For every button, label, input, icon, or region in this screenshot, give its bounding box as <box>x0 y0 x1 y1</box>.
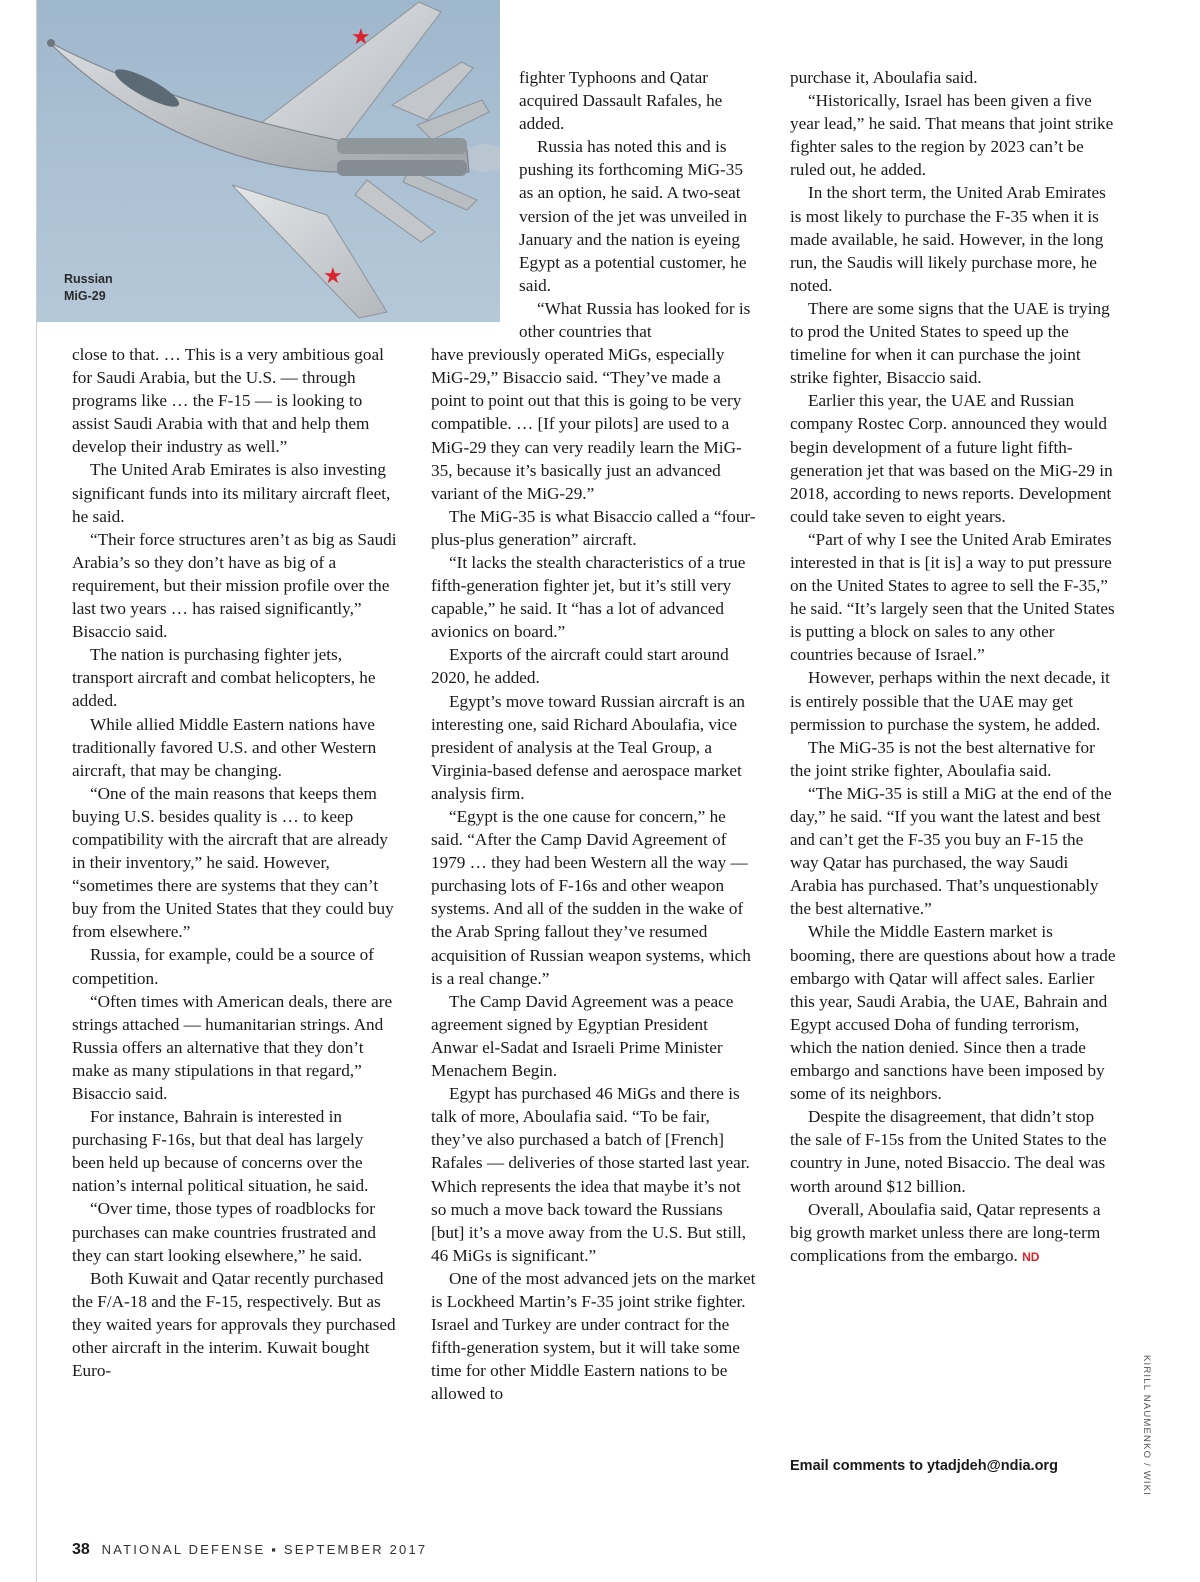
photo-credit: KIRILL NAUMENKO / WIKI <box>1141 1355 1152 1497</box>
paragraph: While allied Middle Eastern nations have traditionally favored U.S. and other Western aircraft, that may be changing. <box>72 714 377 780</box>
paragraph: One of the most advanced jets on the market is Lockheed Martin’s F-35 joint strike fighter. Israel and Turkey are under contract for the fifth-generation system, but it will take some time for other Middle Eastern nations to be allowed to <box>431 1268 756 1404</box>
photo-caption <box>64 271 113 305</box>
paragraph: “The MiG-35 is still a MiG at the end of the day,” he said. “If you want the latest and best and can’t get the F-35 you buy an F-15 the way Qatar has purchased, the way Saudi Arabia has purchased. That’s unquestionably the best alternative.” <box>790 783 1112 919</box>
paragraph: The MiG-35 is not the best alternative for the joint strike fighter, Aboulafia said. <box>790 737 1095 780</box>
paragraph: Earlier this year, the UAE and Russian company Rostec Corp. announced they would begin development of a future light fifth-generation jet that was based on the MiG-29 in 2018, according to news reports. Development could take seven to eight years. <box>790 391 1113 526</box>
page-footer <box>72 1541 427 1559</box>
paragraph: “Historically, Israel has been given a five year lead,” he said. That means that joint strike fighter sales to the region by 2023 can’t be ruled out, he added. <box>790 91 1114 180</box>
paragraph: close to that. … This is a very ambitious goal for Saudi Arabia, but the U.S. — through programs like … the F-15 — is looking to assist Saudi Arabia with that and help them develop their industry as well.” <box>72 345 384 457</box>
column-2-narrow-section <box>519 66 757 343</box>
paragraph: “Their force structures aren’t as big as Saudi Arabia’s so they don’t have as big of a requirement, but their mission profile over the last two years … has raised significantly,” Bisaccio said. <box>72 529 397 642</box>
paragraph: There are some signs that the UAE is trying to prod the United States to speed up the timeline for when it can purchase the joint strike fighter, Bisaccio said. <box>790 298 1110 388</box>
publication-name: NATIONAL DEFENSE <box>101 1542 266 1557</box>
final-paragraph-text: Overall, Aboulafia said, Qatar represents a big growth market unless there are long-term complications from the embargo. <box>790 1199 1101 1265</box>
footer-separator: ▪ <box>271 1542 279 1557</box>
paragraph: fighter Typhoons and Qatar acquired Dassault Rafales, he added. <box>519 68 723 134</box>
paragraph: For instance, Bahrain is interested in purchasing F-16s, but that deal has largely been held up because of concerns over the nation’s internal political situation, he said. <box>72 1107 369 1196</box>
paragraph: Exports of the aircraft could start around 2020, he added. <box>431 645 729 688</box>
paragraph: have previously operated MiGs, especially MiG-29,” Bisaccio said. “They’ve made a point to point out that this is going to be very compatible. … [If your pilots] are used to a MiG-29 they can very readily learn the MiG-35, because it’s basically just an advanced variant of the MiG-29.” <box>431 345 742 503</box>
paragraph: “Over time, those types of roadblocks for purchases can make countries frustrated and they can start looking elsewhere,” he said. <box>72 1199 376 1265</box>
paragraph: “It lacks the stealth characteristics of a true fifth-generation fighter jet, but it’s still very capable,” he said. It “has a lot of advanced avionics on board.” <box>431 552 746 642</box>
email-comments-line: Email comments to ytadjdeh@ndia.org <box>790 1458 1058 1474</box>
article-column-2 <box>431 66 757 1405</box>
paragraph: Egypt has purchased 46 MiGs and there is talk of more, Aboulafia said. “To be fair, they’ve also purchased a batch of [French] Rafales — deliveries of those started last year. Which represents the idea that maybe it’s not so much a move back toward the Russians [but] it’s a move away from the U.S. But still, 46 MiGs is significant.” <box>431 1084 750 1265</box>
paragraph: Russia, for example, could be a source of competition. <box>72 945 374 988</box>
article-column-3 <box>790 66 1116 1269</box>
svg-text:★: ★ <box>323 264 343 289</box>
article-column-1 <box>72 343 398 1382</box>
paragraph: The MiG-35 is what Bisaccio called a “four-plus-plus generation” aircraft. <box>431 506 756 549</box>
paragraph: “Part of why I see the United Arab Emirates interested in that is [it is] a way to put pressure on the United States to agree to sell the F-35,” he said. “It’s largely seen that the United States is putting a block on sales to any other countries because of Israel.” <box>790 529 1115 665</box>
paragraph: purchase it, Aboulafia said. <box>790 68 978 87</box>
paragraph: “Often times with American deals, there are strings attached — humanitarian strings. And Russia offers an alternative that they don’t make as many stipulations in that regard,” Bisaccio said. <box>72 991 393 1103</box>
paragraph: “One of the main reasons that keeps them buying U.S. besides quality is … to keep compatibility with the aircraft that are already in their inventory,” he said. However, “sometimes there are systems that they can’t buy from the United States that they could buy from elsewhere.” <box>72 783 394 942</box>
paragraph: Egypt’s move toward Russian aircraft is an interesting one, said Richard Aboulafia, vice president of analysis at the Teal Group, a Virginia-based defense and aerospace market analysis firm. <box>431 691 745 803</box>
paragraph: Both Kuwait and Qatar recently purchased the F/A-18 and the F-15, respectively. But as they waited years for approvals they purchased other aircraft in the interim. Kuwait bought Euro- <box>72 1268 396 1381</box>
end-mark: ND <box>1022 1249 1040 1264</box>
paragraph: Russia has noted this and is pushing its forthcoming MiG-35 as an option, he said. A two-seat version of the jet was unveiled in January and the nation is eyeing Egypt as a potential customer, he said. <box>519 137 748 295</box>
final-paragraph <box>790 1198 1116 1269</box>
paragraph: The nation is purchasing fighter jets, transport aircraft and combat helicopters, he added. <box>72 645 376 711</box>
page-number: 38 <box>72 1541 90 1558</box>
svg-text:★: ★ <box>351 25 371 50</box>
paragraph: While the Middle Eastern market is booming, there are questions about how a trade embargo with Qatar will affect sales. Earlier this year, Saudi Arabia, the UAE, Bahrain and Egypt accused Doha of funding terrorism, which the nation denied. Since then a trade embargo and sanctions have been imposed by some of its neighbors. <box>790 922 1116 1104</box>
paragraph: The United Arab Emirates is also investing significant funds into its military aircraft fleet, he said. <box>72 460 391 526</box>
paragraph: In the short term, the United Arab Emirates is most likely to purchase the F-35 when it is made available, he said. However, in the long run, the Saudis will likely purchase more, he noted. <box>790 183 1106 295</box>
paragraph: “What Russia has looked for is other countries that <box>519 298 751 342</box>
paragraph: “Egypt is the one cause for concern,” he said. “After the Camp David Agreement of 1979 … they had been Western all the way — purchasing lots of F-16s and other weapon systems. And all of the sudden in the wake of the Arab Spring fallout they’ve resumed acquisition of Russian weapon systems, which is a real change.” <box>431 807 751 988</box>
caption-line-1: Russian <box>64 272 113 286</box>
paragraph: The Camp David Agreement was a peace agreement signed by Egyptian President Anwar el-Sadat and Israeli Prime Minister Menachem Begin. <box>431 991 734 1081</box>
paragraph: However, perhaps within the next decade, it is entirely possible that the UAE may get permission to purchase the system, he added. <box>790 668 1110 734</box>
paragraph: Despite the disagreement, that didn’t stop the sale of F-15s from the United States to the country in June, noted Bisaccio. The deal was worth around $12 billion. <box>790 1107 1107 1196</box>
caption-line-2: MiG-29 <box>64 289 106 303</box>
issue-date: SEPTEMBER 2017 <box>283 1542 428 1557</box>
